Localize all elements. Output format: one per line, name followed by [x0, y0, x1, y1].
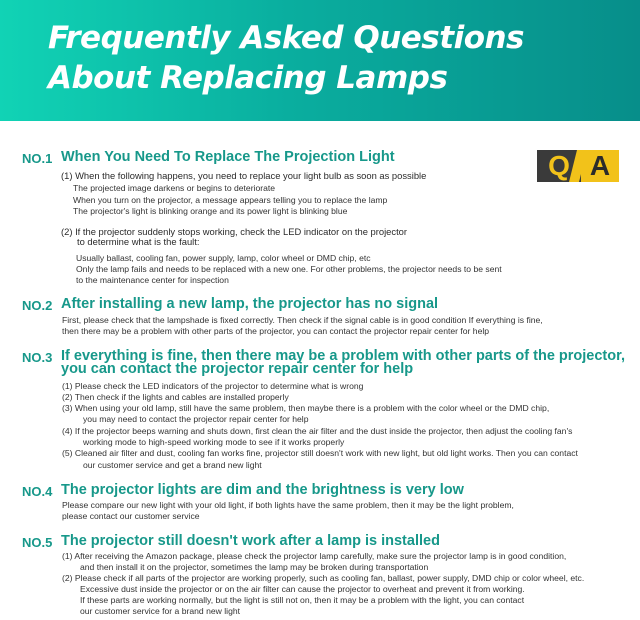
page-title-line1: Frequently Asked Questions: [48, 20, 525, 56]
section-title: The projector still doesn't work after a lamp is installed: [61, 533, 440, 549]
header-banner: [0, 0, 640, 121]
faq-line: to determine what is the fault:: [77, 236, 200, 247]
faq-line: (3) When using your old lamp, still have the same problem, then maybe there is a problem with the color wheel or the DMD chip,: [62, 403, 550, 413]
section-number: NO.5: [22, 535, 53, 550]
section-number: NO.4: [22, 484, 53, 499]
faq-line: our customer service for a brand new light: [80, 606, 241, 616]
faq-line: (1) When the following happens, you need to replace your light bulb as soon as possible: [61, 170, 427, 181]
section-title-cont: you can contact the projector repair center for help: [61, 361, 414, 377]
section-number: NO.3: [22, 350, 53, 365]
faq-line: then there may be a problem with other parts of the projector, you can contact the projector repair center for help: [62, 326, 490, 336]
faq-line: The projected image darkens or begins to deteriorate: [73, 183, 276, 193]
faq-line: If these parts are working normally, but the light is still not on, then it may be a problem with the light, you can contact: [80, 595, 525, 605]
faq-line: (1) Please check the LED indicators of the projector to determine what is wrong: [62, 381, 364, 391]
faq-line: to the maintenance center for inspection: [76, 275, 229, 285]
faq-line: Please compare our new light with your old light, if both lights have the same problem, then it may be the light problem,: [62, 500, 514, 510]
qa-logo-q: Q: [537, 150, 581, 182]
faq-line: The projector's light is blinking orange and its power light is blinking blue: [73, 206, 348, 216]
section-title: The projector lights are dim and the brightness is very low: [61, 482, 464, 498]
section-title: When You Need To Replace The Projection Light: [61, 149, 395, 165]
faq-line: (5) Cleaned air filter and dust, cooling fan works fine, projector still doesn't work with new light, but old light works. Then you can contact: [62, 448, 578, 458]
faq-line: When you turn on the projector, a message appears telling you to replace the lamp: [73, 195, 388, 205]
faq-line: (4) If the projector beeps warning and shuts down, first clean the air filter and the dust inside the projector, then adjust the cooling fan's: [62, 426, 573, 436]
faq-line: (1) After receiving the Amazon package, please check the projector lamp carefully, make sure the projector lamp is in good condition,: [62, 551, 567, 561]
faq-line: (2) Then check if the lights and cables are installed properly: [62, 392, 289, 402]
section-number: NO.1: [22, 151, 53, 166]
faq-line: our customer service and get a brand new light: [83, 460, 262, 470]
faq-line: working mode to high-speed working mode to see if it works properly: [83, 437, 345, 447]
faq-line: you may need to contact the projector repair center for help: [83, 414, 309, 424]
qa-logo-a: A: [581, 150, 619, 182]
page-title-line2: About Replacing Lamps: [48, 60, 448, 96]
faq-line: First, please check that the lampshade is fixed correctly. Then check if the signal cable is in good condition If everything is fine,: [62, 315, 543, 325]
faq-line: (2) If the projector suddenly stops working, check the LED indicator on the projector: [61, 226, 408, 237]
faq-line: please contact our customer service: [62, 511, 200, 521]
section-number: NO.2: [22, 298, 53, 313]
faq-line: Usually ballast, cooling fan, power supply, lamp, color wheel or DMD chip, etc: [76, 253, 371, 263]
faq-line: (2) Please check if all parts of the projector are working properly, such as cooling fan, ballast, power supply, DMD chip or color wheel, etc.: [62, 573, 585, 583]
faq-line: Only the lamp fails and needs to be replaced with a new one. For other problems, the projector needs to be sent: [76, 264, 502, 274]
faq-line: and then install it on the projector, sometimes the lamp may be broken during transportation: [80, 562, 429, 572]
faq-line: Excessive dust inside the projector or on the air filter can cause the projector to overheat and prevent it from working.: [80, 584, 525, 594]
section-title: If everything is fine, then there may be a problem with other parts of the projector,: [61, 348, 625, 364]
section-title: After installing a new lamp, the projector has no signal: [61, 296, 439, 312]
qa-logo: [537, 150, 619, 182]
